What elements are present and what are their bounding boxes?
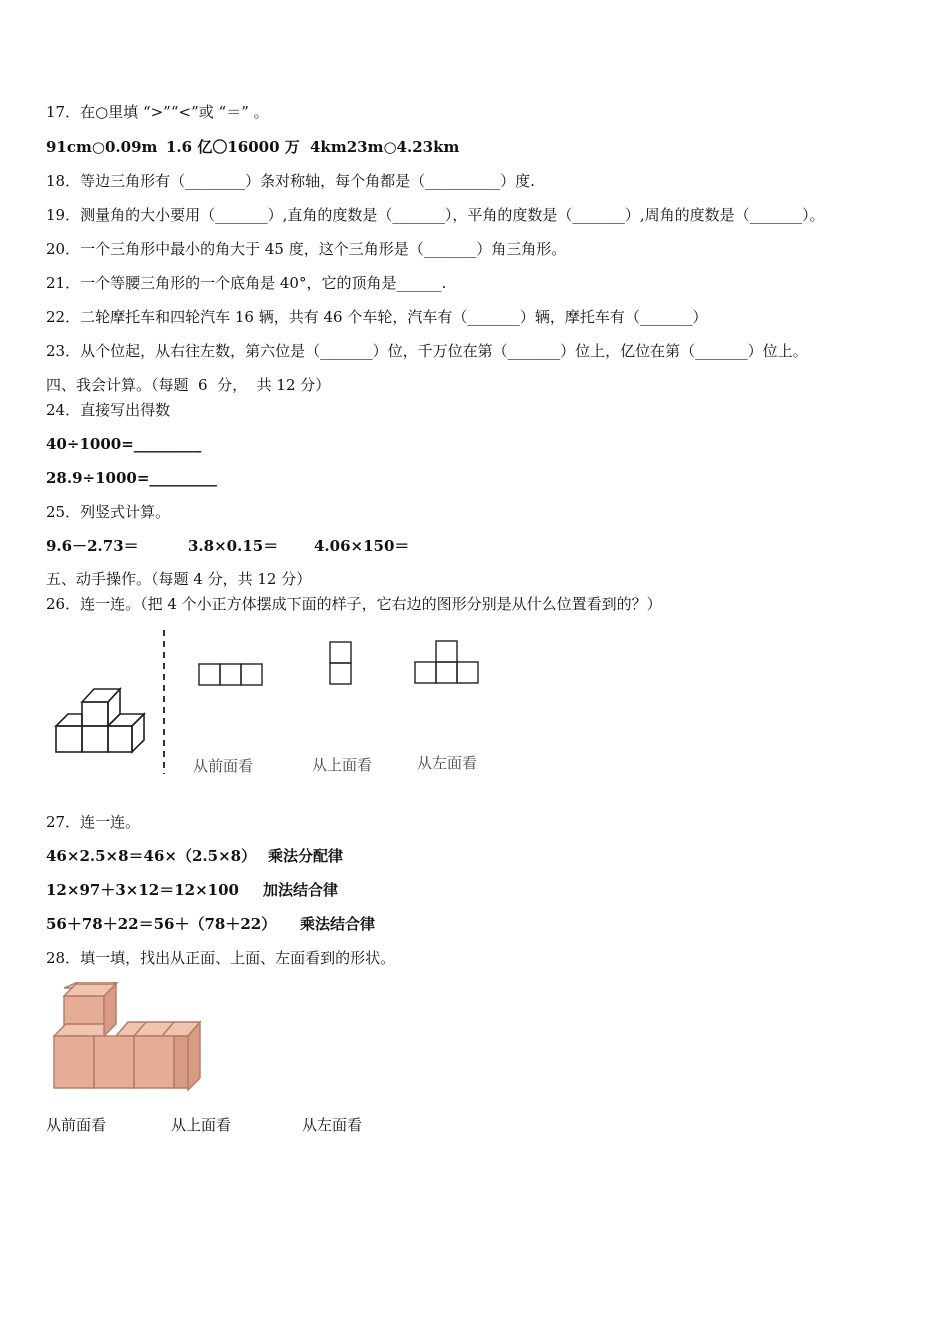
question-24: 24．直接写出得数 [46, 401, 171, 419]
caption-front: 从前面看 [193, 757, 254, 775]
q28-label-front: 从前面看 [46, 1116, 107, 1134]
question-28: 28．填一填，找出从正面、上面、左面看到的形状。 [46, 949, 396, 967]
q27-expression-1: 46×2.5×8＝46×（2.5×8） [46, 847, 257, 865]
q27-expression-2: 12×97＋3×12＝12×100 [46, 881, 239, 899]
compare-item-2: 1.6 亿〇16000 万 [166, 138, 300, 156]
q24-item-1: 40÷1000=_________ [46, 435, 202, 453]
q27-law-1: 乘法分配律 [268, 847, 344, 865]
q28-label-left: 从左面看 [302, 1116, 363, 1134]
compare-item-3: 4km23m○4.23km [310, 138, 460, 156]
q28-label-top: 从上面看 [171, 1116, 232, 1134]
question-19: 19．测量角的大小要用（_______）,直角的度数是（_______），平角的度数是（_______）,周角的度数是（_______）。 [46, 206, 825, 224]
caption-top: 从上面看 [312, 756, 373, 774]
question-17: 17．在○里填 “>”“<”或 “＝” 。 [46, 103, 269, 121]
question-25: 25．列竖式计算。 [46, 503, 171, 521]
left-view-shape [415, 641, 478, 683]
question-22: 22．二轮摩托车和四轮汽车 16 辆，共有 46 个车轮，汽车有（_______）辆，摩托车有（_______） [46, 308, 708, 326]
section-4-title: 四、我会计算。（每题 6 分， 共 12 分） [46, 376, 331, 394]
q27-law-2: 加法结合律 [263, 881, 339, 899]
question-18: 18．等边三角形有（________）条对称轴，每个角都是（__________）度. [46, 172, 535, 190]
q27-expression-3: 56＋78＋22＝56＋（78＋22） [46, 915, 277, 933]
compare-item-1: 91cm○0.09m [46, 138, 158, 156]
question-21: 21．一个等腰三角形的一个底角是 40°，它的顶角是______. [46, 274, 447, 292]
question-23: 23．从个位起，从右往左数，第六位是（_______）位，千万位在第（_______）位上，亿位在第（_______）位上。 [46, 342, 808, 360]
q25-item-1: 9.6－2.73＝ [46, 537, 139, 555]
caption-left: 从左面看 [417, 754, 478, 772]
cube-stack-drawing [56, 689, 144, 752]
q24-item-2: 28.9÷1000=_________ [46, 469, 217, 487]
front-view-shape [199, 664, 262, 685]
q25-item-2: 3.8×0.15＝ [188, 537, 279, 555]
top-view-shape [330, 642, 351, 684]
question-26: 26．连一连。（把 4 个小正方体摆成下面的样子，它右边的图形分别是从什么位置看到的？） [46, 595, 662, 613]
q27-law-3: 乘法结合律 [300, 915, 376, 933]
q25-item-3: 4.06×150＝ [314, 537, 410, 555]
colored-cubes-figure [46, 982, 216, 1094]
question-20: 20．一个三角形中最小的角大于 45 度，这个三角形是（_______）角三角形。 [46, 240, 567, 258]
question-27: 27．连一连。 [46, 813, 141, 831]
section-5-title: 五、动手操作。（每题 4 分，共 12 分） [46, 570, 312, 588]
